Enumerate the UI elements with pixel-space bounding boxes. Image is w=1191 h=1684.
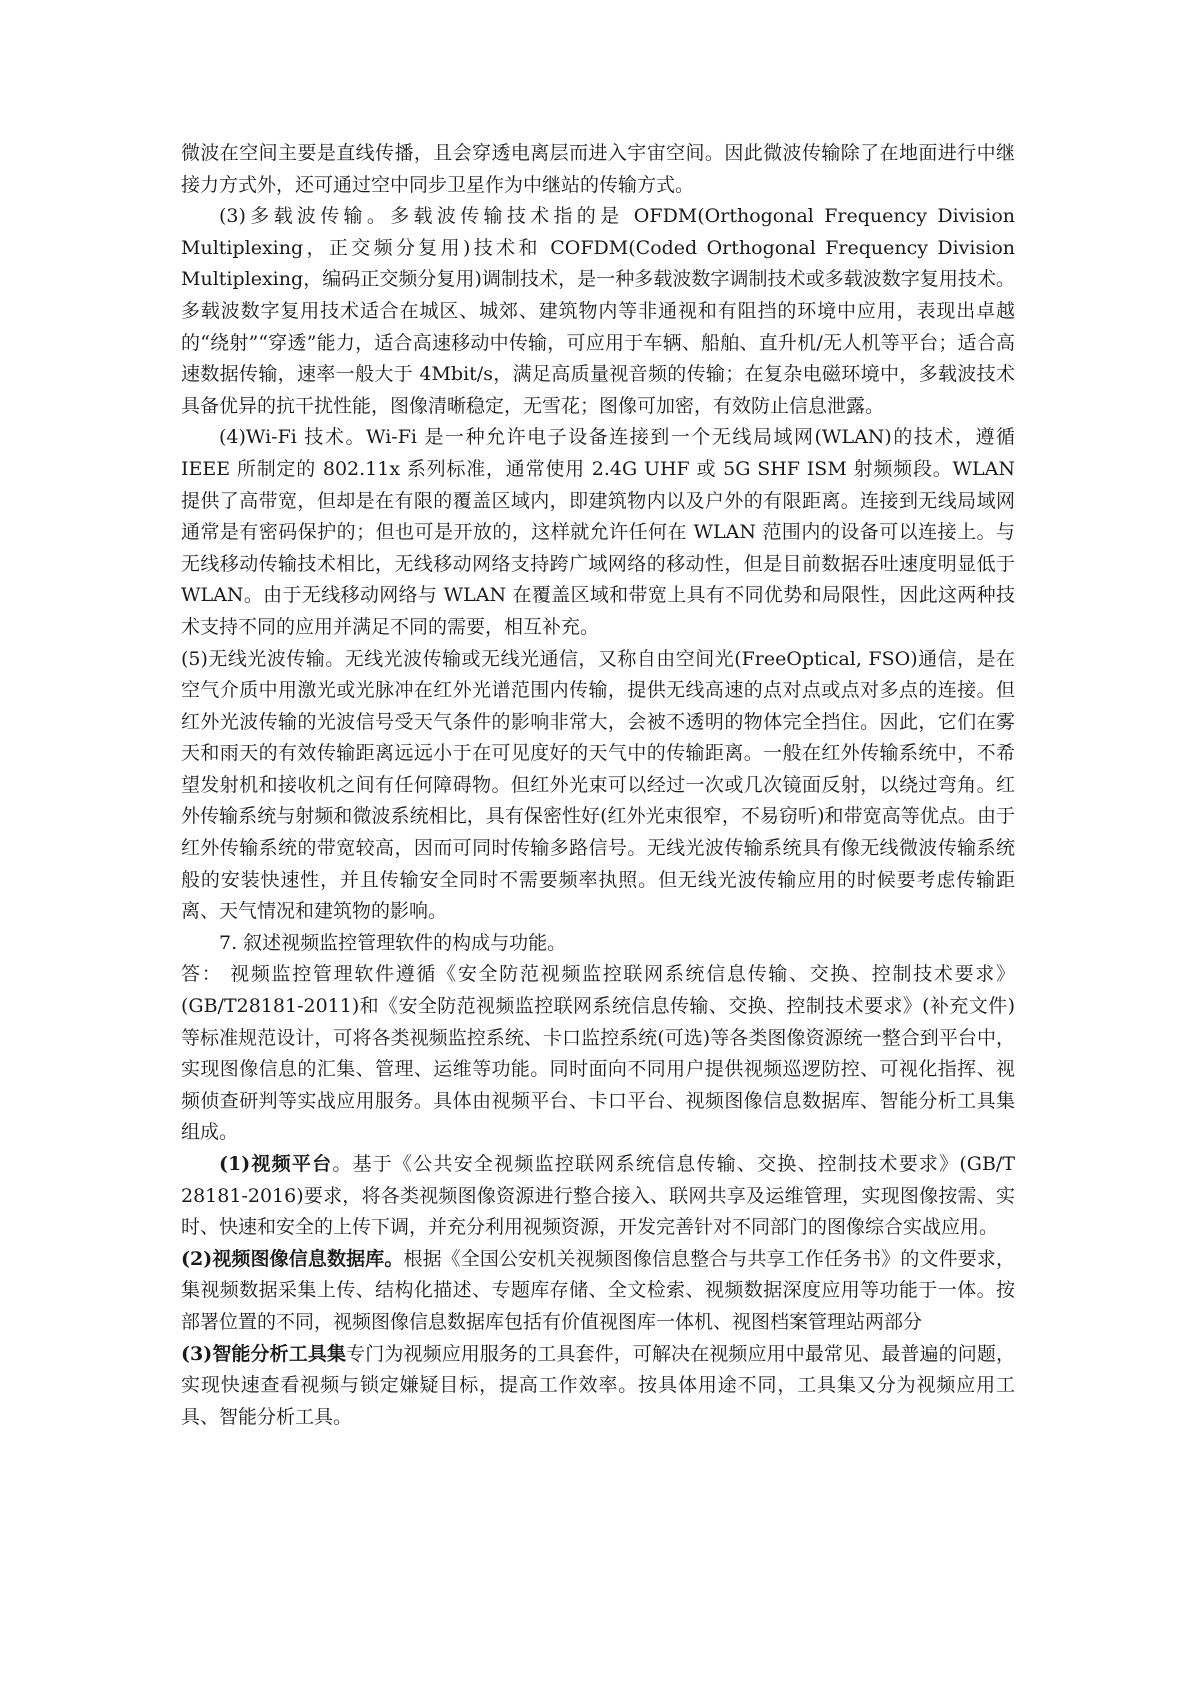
image-database-text: 根据《全国公安机关视频图像信息整合与共享工作任务书》的文件要求，集视频数据采集上传、结构化描述、专题库存储、全文检索、视频数据深度应用等功能于一体。按部署位置的不同，视频图像信息数据库包括有价值视图库一体机、视图档案管理站两部分 bbox=[181, 1247, 1015, 1333]
paragraph-microwave-continued: 微波在空间主要是直线传播，且会穿透电离层而进入宇宙空间。因此微波传输除了在地面进行中继接力方式外，还可通过空中同步卫星作为中继站的传输方式。 bbox=[181, 142, 1015, 196]
paragraph-optical: (5)无线光波传输。无线光波传输或无线光通信，又称自由空间光(FreeOptical, FSO)通信，是在空气介质中用激光或光脉冲在红外光谱范围内传输，提供无线高速的点对点或点对多点的连接。但红外光波传输的光波信号受天气条件的影响非常大，会被不透明的物体完全挡住。因此，它们在雾天和雨天的有效传输距离远远小于在可见度好的天气中的传输距离。一般在红外传输系统中，不希望发射机和接收机之间有任何障碍物。但红外光束可以经过一次或几次镜面反射，以绕过弯角。红外传输系统与射频和微波系统相比，具有保密性好(红外光束很窄，不易窃听)和带宽高等优点。由于红外传输系统的带宽较高，因而可同时传输多路信号。无线光波传输系统具有像无线微波传输系统般的安装快速性，并且传输安全同时不需要频率执照。但无线光波传输应用的时候要考虑传输距离、天气情况和建筑物的影响。 bbox=[181, 647, 1015, 923]
paragraph-multicarrier: (3)多载波传输。多载波传输技术指的是 OFDM(Orthogonal Frequency Division Multiplexing，正交频分复用)技术和 COFDM(Coded Orthogonal Frequency Division Multiplexing，编码正交频分复用)调制技术，是一种多载波数字调制技术或多载波数字复用技术。多载波数字复用技术适合在城区、城郊、建筑物内等非通视和有阻挡的环境中应用，表现出卓越的“绕射”“穿透”能力，适合高速移动中传输，可应用于车辆、船舶、直升机/无人机等平台；适合高速数据传输，速率一般大于 4Mbit/s，满足高质量视音频的传输；在复杂电磁环境中，多载波技术具备优异的抗干扰性能，图像清晰稳定，无雪花；图像可加密，有效防止信息泄露。 bbox=[181, 205, 1015, 417]
paragraph-analysis-tools bbox=[181, 1339, 1015, 1434]
video-platform-heading: (1)视频平台 bbox=[219, 1153, 333, 1175]
paragraph-wifi: (4)Wi-Fi 技术。Wi-Fi 是一种允许电子设备连接到一个无线局域网(WLAN)的技术，遵循 IEEE 所制定的 802.11x 系列标准，通常使用 2.4G UHF 或 5G SHF ISM 射频频段。WLAN 提供了高带宽，但却是在有限的覆盖区域内，即建筑物内以及户外的有限距离。连接到无线局域网通常是有密码保护的；但也可是开放的，这样就允许任何在 WLAN 范围内的设备可以连接上。与无线移动传输技术相比，无线移动网络支持跨广域网络的移动性，但是目前数据吞吐速度明显低于 WLAN。由于无线移动网络与 WLAN 在覆盖区域和带宽上具有不同优势和局限性，因此这两种技术支持不同的应用并满足不同的需要，相互补充。 bbox=[181, 426, 1015, 638]
image-database-heading: (2)视频图像信息数据库。 bbox=[181, 1247, 404, 1270]
analysis-tools-heading: (3)智能分析工具集 bbox=[181, 1342, 347, 1365]
paragraph-image-database bbox=[181, 1244, 1015, 1339]
analysis-tools-text: 专门为视频应用服务的工具套件，可解决在视频应用中最常见、最普遍的问题，实现快速查看视频与锁定嫌疑目标，提高工作效率。按具体用途不同，工具集又分为视频应用工具、智能分析工具。 bbox=[181, 1342, 1015, 1428]
question-7-heading: 7. 叙述视频监控管理软件的构成与功能。 bbox=[219, 931, 567, 954]
video-platform-text: 。基于《公共安全视频监控联网系统信息传输、交换、控制技术要求》(GB/T 28181-2016)要求，将各类视频图像资源进行整合接入、联网共享及运维管理，实现图像按需、实时、快速和安全的上传下调，并充分利用视频资源，开发完善针对不同部门的图像综合实战应用。 bbox=[181, 1153, 1015, 1239]
answer-paragraph: 答： 视频监控管理软件遵循《安全防范视频监控联网系统信息传输、交换、控制技术要求》(GB/T28181-2011)和《安全防范视频监控联网系统信息传输、交换、控制技术要求》(补充文件)等标准规范设计，可将各类视频监控系统、卡口监控系统(可选)等各类图像资源统一整合到平台中，实现图像信息的汇集、管理、运维等功能。同时面向不同用户提供视频巡逻防控、可视化指挥、视频侦查研判等实战应用服务。具体由视频平台、卡口平台、视频图像信息数据库、智能分析工具集组成。 bbox=[181, 963, 1015, 1144]
document-body bbox=[181, 138, 1015, 1433]
paragraph-video-platform bbox=[181, 1149, 1015, 1244]
